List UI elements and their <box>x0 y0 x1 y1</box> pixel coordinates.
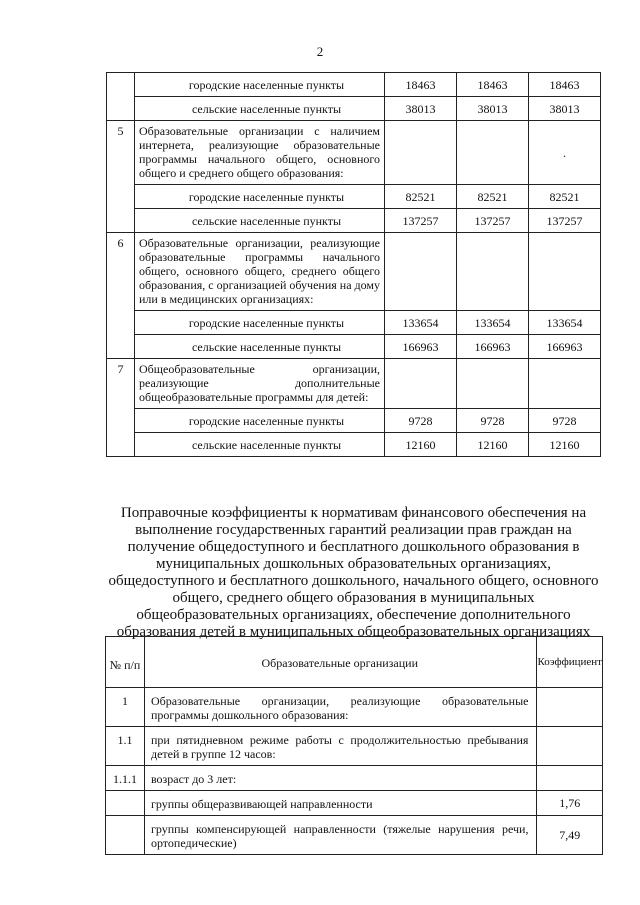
row-value: 166963 <box>529 335 601 359</box>
row-value: 12160 <box>529 433 601 457</box>
table-row <box>107 433 601 457</box>
table-row <box>107 335 601 359</box>
row-value: 133654 <box>385 311 457 335</box>
row-value: 9728 <box>529 409 601 433</box>
row-number-cont <box>107 73 135 121</box>
row-num <box>106 816 145 855</box>
row-label: городские населенные пункты <box>135 311 385 335</box>
row-coef: 1,76 <box>537 791 603 816</box>
coefficients-caption: Поправочные коэффициенты к нормативам финансового обеспечения на выполнение государственных гарантий реализации прав граждан на получение общедоступного и бесплатного дошкольного образования в муниципальных дошкольных образовательных организациях, общедоступного и бесплатного дошкольного, начального общего, основного общего, среднего общего образования в муниципальных общеобразовательных организациях, обеспечение дополнительного образования детей в муниципальных общеобразовательных организациях <box>108 505 599 640</box>
table-row <box>107 233 601 311</box>
row-org: группы компенсирующей направленности (тяжелые нарушения речи, ортопедические) <box>144 816 537 855</box>
row-value: 9728 <box>385 409 457 433</box>
table-header-row <box>106 637 603 688</box>
table-row <box>106 766 603 791</box>
table-row <box>106 791 603 816</box>
row-org: группы общеразвивающей направленности <box>144 791 537 816</box>
table-row <box>107 359 601 409</box>
row-coef <box>537 766 603 791</box>
row-value: 137257 <box>457 209 529 233</box>
row-label: сельские населенные пункты <box>135 433 385 457</box>
table-row <box>107 311 601 335</box>
row-mark <box>385 359 457 409</box>
row-number: 5 <box>107 121 135 233</box>
row-mark <box>385 233 457 311</box>
row-label: городские населенные пункты <box>135 73 385 97</box>
row-coef <box>537 727 603 766</box>
row-mark <box>529 233 601 311</box>
row-value: 82521 <box>529 185 601 209</box>
norms-table <box>106 72 601 457</box>
table-row <box>106 727 603 766</box>
row-value: 38013 <box>457 97 529 121</box>
page-number: 2 <box>316 44 324 59</box>
row-label: сельские населенные пункты <box>135 335 385 359</box>
row-value: 9728 <box>457 409 529 433</box>
row-num: 1.1 <box>106 727 145 766</box>
row-label: сельские населенные пункты <box>135 97 385 121</box>
row-mark <box>457 359 529 409</box>
table-row <box>107 185 601 209</box>
row-coef <box>537 688 603 727</box>
row-mark <box>457 121 529 185</box>
row-value: 137257 <box>529 209 601 233</box>
row-value: 166963 <box>457 335 529 359</box>
table-row <box>107 73 601 97</box>
row-mark <box>385 121 457 185</box>
row-value: 166963 <box>385 335 457 359</box>
row-value: 18463 <box>529 73 601 97</box>
table-row <box>107 409 601 433</box>
row-description: Общеобразовательные организации, реализующие дополнительные общеобразовательные программы для детей: <box>135 359 385 409</box>
row-num: 1 <box>106 688 145 727</box>
row-value: 82521 <box>385 185 457 209</box>
row-mark: . <box>529 121 601 185</box>
row-value: 137257 <box>385 209 457 233</box>
row-number: 6 <box>107 233 135 359</box>
header-coef: Коэффициент <box>537 637 603 688</box>
row-mark <box>457 233 529 311</box>
row-value: 12160 <box>457 433 529 457</box>
table-row <box>107 209 601 233</box>
header-num: № п/п <box>106 637 145 688</box>
row-label: сельские населенные пункты <box>135 209 385 233</box>
row-org: возраст до 3 лет: <box>144 766 537 791</box>
row-value: 38013 <box>529 97 601 121</box>
row-org: Образовательные организации, реализующие образовательные программы дошкольного образования: <box>144 688 537 727</box>
row-label: городские населенные пункты <box>135 409 385 433</box>
row-num <box>106 791 145 816</box>
row-value: 133654 <box>457 311 529 335</box>
row-value: 12160 <box>385 433 457 457</box>
row-number: 7 <box>107 359 135 457</box>
row-description: Образовательные организации, реализующие образовательные программы начального общего, основного общего, среднего общего образования, с организацией обучения на дому или в медицинских организациях: <box>135 233 385 311</box>
row-coef: 7,49 <box>537 816 603 855</box>
row-description: Образовательные организации с наличием интернета, реализующие образовательные программы начального общего, основного общего и среднего общего образования: <box>135 121 385 185</box>
row-value: 18463 <box>457 73 529 97</box>
table-row <box>106 688 603 727</box>
row-mark <box>529 359 601 409</box>
row-num: 1.1.1 <box>106 766 145 791</box>
row-value: 38013 <box>385 97 457 121</box>
row-org: при пятидневном режиме работы с продолжительностью пребывания детей в группе 12 часов: <box>144 727 537 766</box>
table-row <box>107 97 601 121</box>
header-org: Образовательные организации <box>144 637 537 688</box>
row-value: 82521 <box>457 185 529 209</box>
table-row <box>107 121 601 185</box>
row-value: 18463 <box>385 73 457 97</box>
table-row <box>106 816 603 855</box>
coefficients-table <box>105 636 603 855</box>
row-value: 133654 <box>529 311 601 335</box>
row-label: городские населенные пункты <box>135 185 385 209</box>
